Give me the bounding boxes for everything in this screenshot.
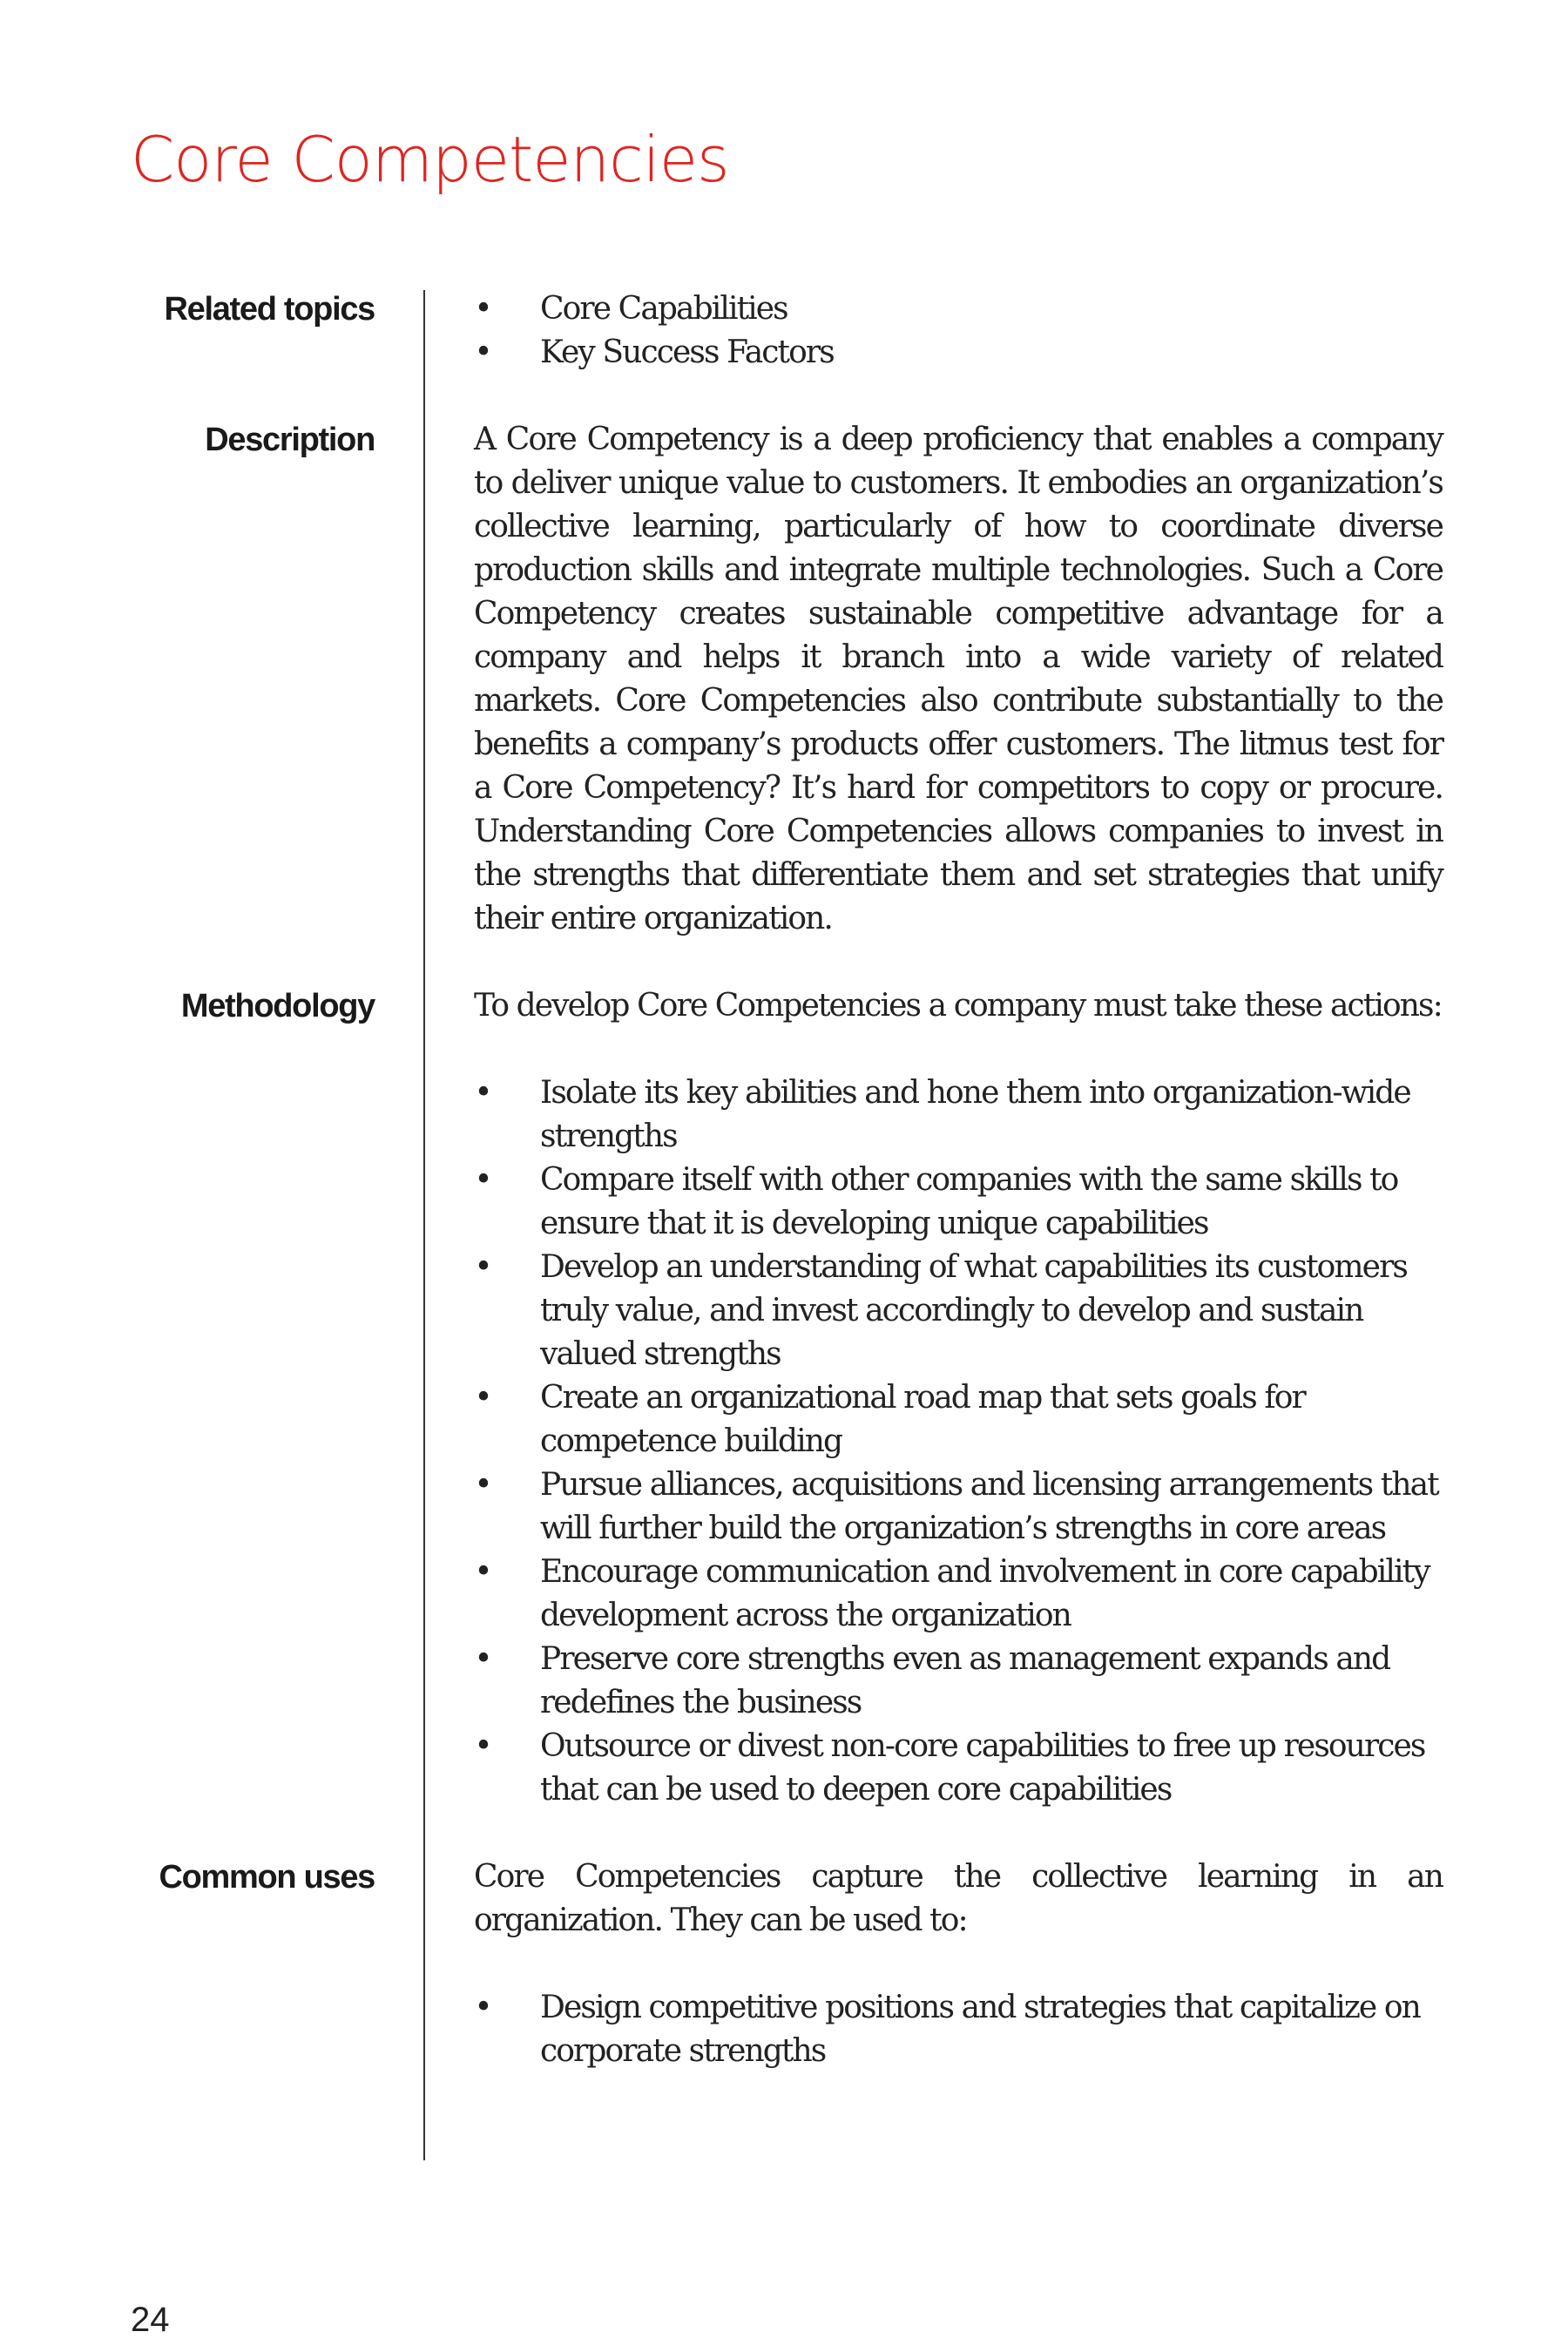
- list-item: [474, 331, 1443, 375]
- bullet-icon: •: [474, 1728, 491, 1764]
- list-item-text: Isolate its key abilities and hone them into organization-wide strengths: [540, 1075, 1410, 1154]
- list-item: [474, 1986, 1443, 2073]
- list-item-text: Design competitive positions and strategies that capitalize on corporate strengths: [540, 1990, 1420, 2069]
- common-uses-label: Common uses: [159, 1859, 375, 1896]
- common-uses-section: [474, 1855, 1443, 2073]
- page-title: Core Competencies: [131, 123, 729, 196]
- description-section: [474, 418, 1443, 941]
- common-uses-intro: Core Competencies capture the collective learning in an organization. They can be used to:: [474, 1859, 1443, 1938]
- list-item-text: Pursue alliances, acquisitions and licensing arrangements that will further build the organization’s strengths in core areas: [540, 1467, 1438, 1546]
- bullet-icon: •: [474, 1380, 491, 1416]
- related-topic-link: Key Success Factors: [540, 335, 834, 370]
- bullet-icon: •: [474, 1162, 491, 1198]
- related-topics-label: Related topics: [164, 291, 375, 328]
- bullet-icon: •: [474, 1990, 491, 2025]
- list-item-text: Preserve core strengths even as management expands and redefines the business: [540, 1641, 1390, 1720]
- list-item-text: Create an organizational road map that sets goals for competence building: [540, 1380, 1305, 1459]
- related-topics-list: [474, 287, 1443, 375]
- list-item: [474, 1376, 1443, 1463]
- list-item-text: Compare itself with other companies with the same skills to ensure that it is developing unique capabilities: [540, 1162, 1398, 1241]
- list-item-text: Encourage communication and involvement in core capability development across the organization: [540, 1554, 1429, 1633]
- list-item: [474, 1159, 1443, 1246]
- list-item: [474, 1246, 1443, 1376]
- methodology-intro: To develop Core Competencies a company must take these actions:: [474, 988, 1442, 1024]
- description-text: A Core Competency is a deep proficiency that enables a company to deliver unique value to customers. It embodies an organization’s collective learning, particularly of how to coordinate diverse production skills and integrate multiple technologies. Such a Core Competency creates sustainable competitive advantage for a company and helps it branch into a wide variety of related markets. Core Competencies also contribute substantially to the benefits a company’s products offer customers. The litmus test for a Core Competency? It’s hard for competitors to copy or procure. Understanding Core Competencies allows companies to invest in the strengths that differentiate them and set strategies that unify their entire organization.: [474, 422, 1443, 936]
- list-item: [474, 1463, 1443, 1551]
- list-item-text: Develop an understanding of what capabilities its customers truly value, and invest accordingly to develop and sustain valued strengths: [540, 1249, 1407, 1372]
- bullet-icon: •: [474, 1249, 491, 1285]
- list-item: [474, 287, 1443, 331]
- list-item: [474, 1638, 1443, 1725]
- list-item: [474, 1071, 1443, 1159]
- methodology-label: Methodology: [180, 988, 375, 1024]
- bullet-icon: •: [474, 1554, 491, 1590]
- methodology-list: [474, 1071, 1443, 1812]
- list-item: [474, 1725, 1443, 1812]
- related-topic-link: Core Capabilities: [540, 291, 787, 327]
- methodology-section: [474, 984, 1443, 1812]
- common-uses-list: [474, 1986, 1443, 2073]
- list-item-text: Outsource or divest non-core capabilities to free up resources that can be used to deepen core capabilities: [540, 1728, 1425, 1808]
- bullet-icon: •: [474, 1467, 491, 1503]
- bullet-icon: •: [474, 1075, 491, 1111]
- bullet-icon: •: [474, 335, 491, 370]
- bullet-icon: •: [474, 291, 491, 327]
- list-item: [474, 1551, 1443, 1638]
- bullet-icon: •: [474, 1641, 491, 1677]
- page-number: 24: [131, 2301, 170, 2339]
- related-topics-section: [474, 287, 1443, 375]
- description-label: Description: [205, 422, 375, 458]
- column-divider: [423, 290, 425, 2160]
